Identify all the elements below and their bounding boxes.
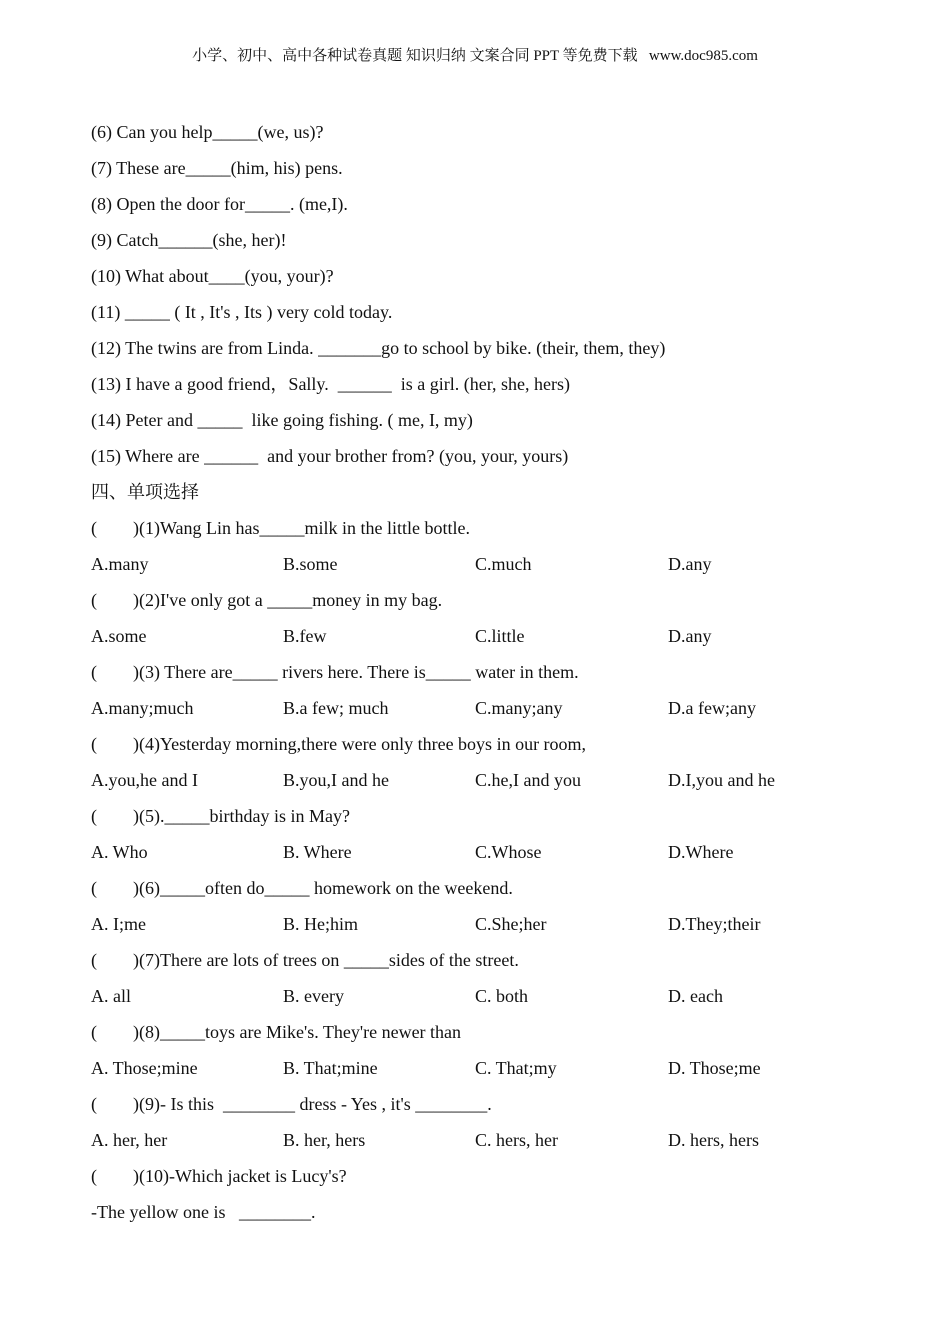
options-6 [91,910,911,946]
option-c: C.She;her [475,914,547,934]
option-c: C.he,I and you [475,770,581,790]
question-6: ( )(6)_____often do_____ homework on the weekend. [91,878,513,898]
option-c: C.little [475,626,525,646]
option-b: B. He;him [283,914,358,934]
option-a: A. all [91,986,131,1006]
question-5: ( )(5)._____birthday is in May? [91,806,350,826]
question-9: ( )(9)- Is this ________ dress - Yes , it's ________. [91,1094,492,1114]
option-d: D. each [668,986,723,1006]
section-title: 四、单项选择 [91,482,199,502]
option-d: D.I,you and he [668,770,775,790]
option-c: C.much [475,554,532,574]
question-8: ( )(8)_____toys are Mike's. They're newer than [91,1022,462,1042]
option-a: A.you,he and I [91,770,198,790]
question-7: ( )(7)There are lots of trees on _____sides of the street. [91,950,519,970]
option-a: A.some [91,626,147,646]
option-d: D. hers, hers [668,1130,759,1150]
options-1 [91,550,911,586]
option-d: D.any [668,554,712,574]
option-d: D.a few;any [668,698,756,718]
option-a: A.many;much [91,698,194,718]
option-a: A. Those;mine [91,1058,198,1078]
question-4: ( )(4)Yesterday morning,there were only three boys in our room, [91,734,587,754]
option-b: B.some [283,554,338,574]
question-10: ( )(10)-Which jacket is Lucy's? [91,1166,347,1186]
option-d: D. Those;me [668,1058,761,1078]
options-3 [91,694,911,730]
page-header: 小学、初中、高中各种试卷真题 知识归纳 文案合同 PPT 等免费下载 www.doc985.com [192,48,758,64]
fill-item-10: (10) What about____(you, your)? [91,266,334,286]
option-b: B.few [283,626,327,646]
fill-item-8: (8) Open the door for_____. (me,I). [91,194,348,214]
options-2 [91,622,911,658]
fill-item-11: (11) _____ ( It , It's , Its ) very cold today. [91,302,393,322]
option-c: C. hers, her [475,1130,558,1150]
fill-item-7: (7) These are_____(him, his) pens. [91,158,343,178]
worksheet-content [91,118,911,1234]
fill-item-14: (14) Peter and _____ like going fishing. ( me, I, my) [91,410,473,430]
options-5 [91,838,911,874]
fill-item-9: (9) Catch______(she, her)! [91,230,287,250]
option-c: C.Whose [475,842,542,862]
question-10-answer-line: -The yellow one is ________. [91,1202,316,1222]
option-b: B. Where [283,842,352,862]
option-c: C.many;any [475,698,563,718]
question-2: ( )(2)I've only got a _____money in my bag. [91,590,443,610]
option-a: A. I;me [91,914,146,934]
options-4 [91,766,911,802]
option-b: B.a few; much [283,698,389,718]
option-a: A.many [91,554,149,574]
fill-item-13: (13) I have a good friend，Sally. ______ is a girl. (her, she, hers) [91,374,570,394]
option-a: A. Who [91,842,148,862]
option-b: B. That;mine [283,1058,378,1078]
option-a: A. her, her [91,1130,168,1150]
option-d: D.Where [668,842,734,862]
fill-item-6: (6) Can you help_____(we, us)? [91,122,324,142]
option-b: B. her, hers [283,1130,366,1150]
question-1: ( )(1)Wang Lin has_____milk in the little bottle. [91,518,470,538]
options-8 [91,1054,911,1090]
options-9 [91,1126,911,1162]
option-c: C. both [475,986,529,1006]
fill-item-15: (15) Where are ______ and your brother from? (you, your, yours) [91,446,569,466]
options-7 [91,982,911,1018]
option-d: D.They;their [668,914,761,934]
option-b: B.you,I and he [283,770,389,790]
option-b: B. every [283,986,344,1006]
option-c: C. That;my [475,1058,557,1078]
question-3: ( )(3) There are_____ rivers here. There is_____ water in them. [91,662,579,682]
fill-item-12: (12) The twins are from Linda. _______go to school by bike. (their, them, they) [91,338,666,358]
option-d: D.any [668,626,712,646]
